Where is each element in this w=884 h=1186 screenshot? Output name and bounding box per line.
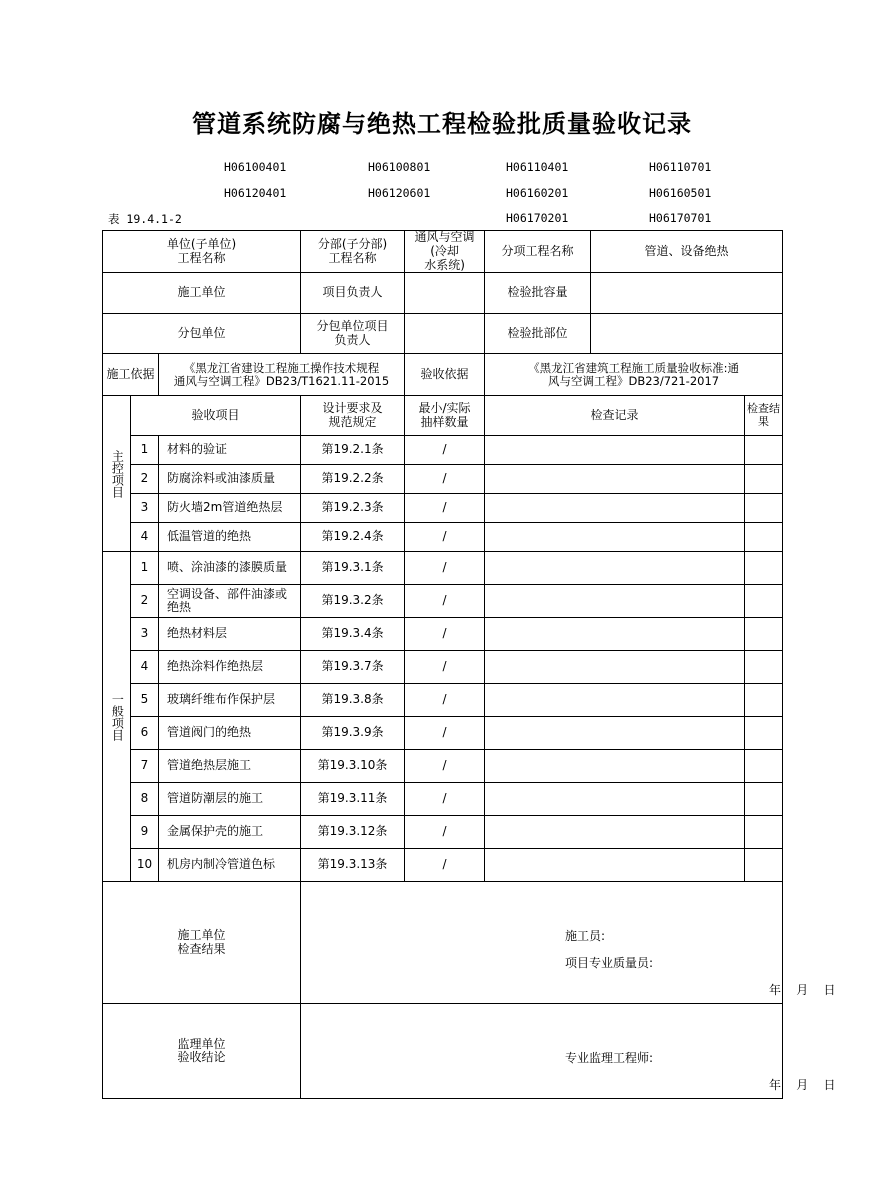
worker-signature-label: 施工员:	[565, 929, 606, 944]
supervisor-check-label: 监理单位 验收结论	[103, 1004, 301, 1099]
table-row	[103, 618, 783, 651]
item-record[interactable]	[485, 552, 745, 585]
batch-location-value[interactable]	[591, 314, 783, 354]
item-sample: /	[405, 783, 485, 816]
table-row	[103, 552, 783, 585]
item-record[interactable]	[485, 523, 745, 552]
subcontractor-label: 分包单位	[103, 314, 301, 354]
item-name: 管道防潮层的施工	[159, 783, 301, 816]
item-name: 喷、涂油漆的漆膜质量	[159, 552, 301, 585]
item-sample: /	[405, 494, 485, 523]
table-row	[103, 783, 783, 816]
item-no: 1	[131, 436, 159, 465]
item-no: 9	[131, 816, 159, 849]
col-sample: 最小/实际 抽样数量	[405, 396, 485, 436]
item-clause: 第19.3.10条	[301, 750, 405, 783]
item-record[interactable]	[485, 684, 745, 717]
item-clause: 第19.2.2条	[301, 465, 405, 494]
code-2: H06100801	[368, 160, 431, 174]
item-sample: /	[405, 465, 485, 494]
item-name: 管道阀门的绝热	[159, 717, 301, 750]
item-no: 3	[131, 494, 159, 523]
item-clause: 第19.3.9条	[301, 717, 405, 750]
item-name: 防腐涂料或油漆质量	[159, 465, 301, 494]
item-record[interactable]	[485, 849, 745, 882]
table-row	[103, 816, 783, 849]
item-no: 10	[131, 849, 159, 882]
general-group-label: 一般项目	[103, 552, 131, 882]
item-no: 2	[131, 585, 159, 618]
contractor-check-label: 施工单位 检查结果	[103, 882, 301, 1004]
main-group-label: 主控项目	[103, 396, 131, 552]
item-clause: 第19.3.8条	[301, 684, 405, 717]
sub-manager-value[interactable]	[405, 314, 485, 354]
item-record[interactable]	[485, 436, 745, 465]
division-value[interactable]: 通风与空调(冷却 水系统)	[405, 231, 485, 273]
sub-item-value[interactable]: 管道、设备绝热	[591, 231, 783, 273]
item-record[interactable]	[485, 750, 745, 783]
item-record[interactable]	[485, 494, 745, 523]
col-record: 检查记录	[485, 396, 745, 436]
table-row	[103, 585, 783, 618]
item-name: 玻璃纤维布作保护层	[159, 684, 301, 717]
item-result[interactable]	[745, 585, 783, 618]
code-5: H06120401	[224, 186, 287, 200]
division-label: 分部(子分部) 工程名称	[301, 231, 405, 273]
item-result[interactable]	[745, 684, 783, 717]
engineer-signature-label: 专业监理工程师:	[565, 1051, 654, 1066]
table-row	[103, 436, 783, 465]
item-result[interactable]	[745, 523, 783, 552]
item-name: 金属保护壳的施工	[159, 816, 301, 849]
item-name: 管道绝热层施工	[159, 750, 301, 783]
table-row	[103, 523, 783, 552]
item-name: 绝热涂料作绝热层	[159, 651, 301, 684]
item-sample: /	[405, 552, 485, 585]
item-result[interactable]	[745, 651, 783, 684]
item-no: 1	[131, 552, 159, 585]
unit-label: 单位(子单位) 工程名称	[103, 231, 301, 273]
item-result[interactable]	[745, 717, 783, 750]
quality-officer-label: 项目专业质量员:	[565, 956, 654, 971]
acceptance-basis-label: 验收依据	[405, 354, 485, 396]
supervisor-check-area[interactable]	[301, 1004, 836, 1099]
item-name: 低温管道的绝热	[159, 523, 301, 552]
item-result[interactable]	[745, 849, 783, 882]
item-result[interactable]	[745, 783, 783, 816]
item-no: 4	[131, 651, 159, 684]
item-record[interactable]	[485, 651, 745, 684]
acceptance-basis-value: 《黑龙江省建筑工程施工质量验收标准:通 风与空调工程》DB23/721-2017	[485, 354, 783, 396]
code-1: H06100401	[224, 160, 287, 174]
item-sample: /	[405, 436, 485, 465]
table-row	[103, 684, 783, 717]
table-row	[103, 465, 783, 494]
item-result[interactable]	[745, 552, 783, 585]
item-clause: 第19.3.2条	[301, 585, 405, 618]
code-6: H06120601	[368, 186, 431, 200]
item-sample: /	[405, 684, 485, 717]
contractor-date: 年 月 日	[769, 983, 836, 998]
item-record[interactable]	[485, 618, 745, 651]
item-no: 5	[131, 684, 159, 717]
item-sample: /	[405, 585, 485, 618]
contractor-label: 施工单位	[103, 273, 301, 314]
item-name: 防火墙2m管道绝热层	[159, 494, 301, 523]
item-clause: 第19.3.13条	[301, 849, 405, 882]
item-sample: /	[405, 717, 485, 750]
project-manager-label: 项目负责人	[301, 273, 405, 314]
item-sample: /	[405, 523, 485, 552]
item-name: 空调设备、部件油漆或绝热	[159, 585, 301, 618]
page-title: 管道系统防腐与绝热工程检验批质量验收记录	[192, 110, 692, 138]
item-no: 6	[131, 717, 159, 750]
batch-capacity-value[interactable]	[591, 273, 783, 314]
col-item: 验收项目	[131, 396, 301, 436]
item-result[interactable]	[745, 750, 783, 783]
item-no: 3	[131, 618, 159, 651]
item-clause: 第19.3.7条	[301, 651, 405, 684]
table-row	[103, 750, 783, 783]
col-result: 检查结果	[745, 396, 783, 436]
contractor-check-area[interactable]	[301, 882, 836, 1004]
col-design: 设计要求及 规范规定	[301, 396, 405, 436]
item-clause: 第19.3.1条	[301, 552, 405, 585]
code-10: H06170701	[649, 211, 712, 225]
batch-location-label: 检验批部位	[485, 314, 591, 354]
item-result[interactable]	[745, 816, 783, 849]
item-clause: 第19.2.1条	[301, 436, 405, 465]
item-result[interactable]	[745, 436, 783, 465]
item-name: 机房内制冷管道色标	[159, 849, 301, 882]
item-clause: 第19.3.12条	[301, 816, 405, 849]
sub-manager-label: 分包单位项目 负责人	[301, 314, 405, 354]
item-record[interactable]	[485, 816, 745, 849]
item-sample: /	[405, 651, 485, 684]
item-clause: 第19.3.11条	[301, 783, 405, 816]
item-sample: /	[405, 750, 485, 783]
item-sample: /	[405, 618, 485, 651]
item-no: 2	[131, 465, 159, 494]
code-3: H06110401	[506, 160, 569, 174]
item-clause: 第19.3.4条	[301, 618, 405, 651]
item-no: 7	[131, 750, 159, 783]
item-clause: 第19.2.3条	[301, 494, 405, 523]
item-result[interactable]	[745, 465, 783, 494]
table-number: 表 19.4.1-2	[108, 212, 182, 226]
item-record[interactable]	[485, 585, 745, 618]
item-sample: /	[405, 849, 485, 882]
code-7: H06160201	[506, 186, 569, 200]
table-row	[103, 651, 783, 684]
item-result[interactable]	[745, 494, 783, 523]
code-8: H06160501	[649, 186, 712, 200]
sub-item-label: 分项工程名称	[485, 231, 591, 273]
item-record[interactable]	[485, 465, 745, 494]
inspection-table	[102, 230, 836, 1099]
item-clause: 第19.2.4条	[301, 523, 405, 552]
table-row	[103, 849, 783, 882]
item-name: 材料的验证	[159, 436, 301, 465]
item-no: 4	[131, 523, 159, 552]
item-no: 8	[131, 783, 159, 816]
item-sample: /	[405, 816, 485, 849]
project-manager-value[interactable]	[405, 273, 485, 314]
item-record[interactable]	[485, 783, 745, 816]
item-record[interactable]	[485, 717, 745, 750]
item-name: 绝热材料层	[159, 618, 301, 651]
supervisor-date: 年 月 日	[769, 1078, 836, 1093]
item-result[interactable]	[745, 618, 783, 651]
batch-capacity-label: 检验批容量	[485, 273, 591, 314]
table-row	[103, 494, 783, 523]
construction-basis-label: 施工依据	[103, 354, 159, 396]
code-9: H06170201	[506, 211, 569, 225]
code-4: H06110701	[649, 160, 712, 174]
construction-basis-value: 《黑龙江省建设工程施工操作技术规程 通风与空调工程》DB23/T1621.11-2015	[159, 354, 405, 396]
table-row	[103, 717, 783, 750]
